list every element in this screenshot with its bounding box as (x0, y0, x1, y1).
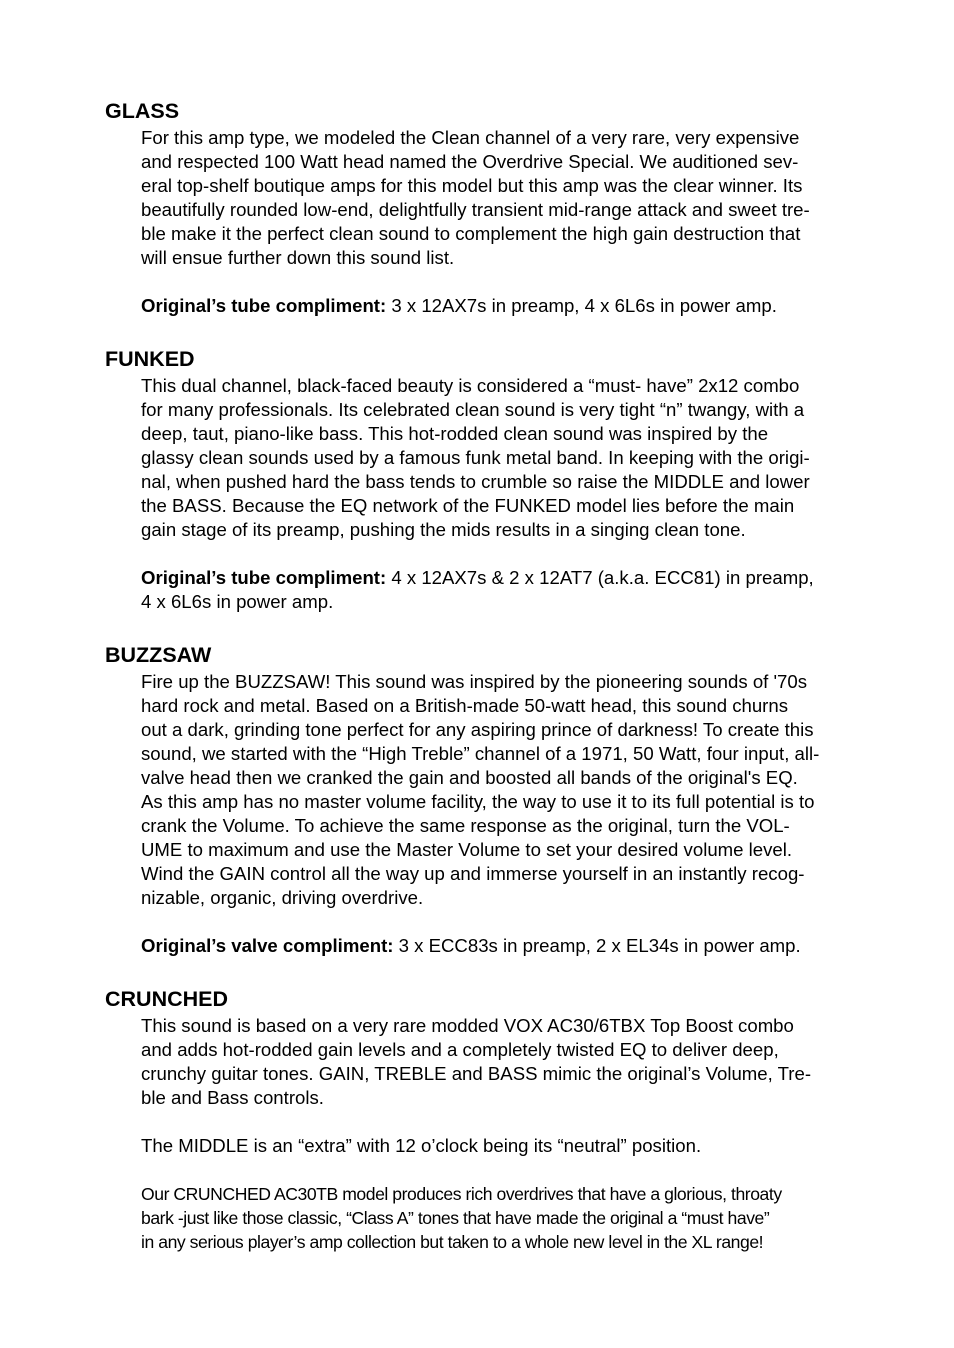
text-line: and respected 100 Watt head named the Overdrive Special. We auditioned sev- (141, 151, 799, 172)
text-line: ble make it the perfect clean sound to complement the high gain destruction that (141, 223, 801, 244)
text-line: for many professionals. Its celebrated clean sound is very tight “n” twangy, with a (141, 399, 805, 420)
text-line: The MIDDLE is an “extra” with 12 o’clock being its “neutral” position. (141, 1135, 702, 1156)
tube-compliment-line (141, 294, 777, 318)
tube-compliment-label: Original’s tube compliment: (141, 295, 387, 316)
text-line: ble and Bass controls. (141, 1087, 324, 1108)
text-line: beautifully rounded low-end, delightfully transient mid-range attack and sweet tre- (141, 199, 810, 220)
section-heading: CRUNCHED (105, 987, 229, 1011)
text-line: This dual channel, black-faced beauty is considered a “must- have” 2x12 combo (141, 375, 800, 396)
text-line: Fire up the BUZZSAW! This sound was inspired by the pioneering sounds of '70s (141, 671, 808, 692)
valve-compliment-value: 3 x ECC83s in preamp, 2 x EL34s in power amp. (393, 935, 801, 956)
text-line: valve head then we cranked the gain and boosted all bands of the original's EQ. (141, 767, 798, 788)
text-line: out a dark, grinding tone perfect for any aspiring prince of darkness! To create this (141, 719, 814, 740)
valve-compliment-line (141, 934, 801, 958)
section-heading: BUZZSAW (105, 643, 212, 667)
text-line: glassy clean sounds used by a famous funk metal band. In keeping with the origi- (141, 447, 810, 468)
text-line: As this amp has no master volume facility, the way to use it to its full potential is to (141, 791, 815, 812)
tube-compliment-value: 3 x 12AX7s in preamp, 4 x 6L6s in power amp. (386, 295, 777, 316)
section-heading: GLASS (105, 99, 180, 123)
text-line: bark -just like those classic, “Class A” tones that have made the original a “must have” (141, 1208, 770, 1228)
text-line: gain stage of its preamp, pushing the mids results in a singing clean tone. (141, 519, 746, 540)
text-line: For this amp type, we modeled the Clean channel of a very rare, very expensive (141, 127, 800, 148)
section-heading: FUNKED (105, 347, 195, 371)
text-line: hard rock and metal. Based on a British-made 50-watt head, this sound churns (141, 695, 789, 716)
text-line: the BASS. Because the EQ network of the FUNKED model lies before the main (141, 495, 795, 516)
text-line: and adds hot-rodded gain levels and a completely twisted EQ to deliver deep, (141, 1039, 779, 1060)
text-line: will ensue further down this sound list. (141, 247, 455, 268)
text-line: crunchy guitar tones. GAIN, TREBLE and BASS mimic the original’s Volume, Tre- (141, 1063, 812, 1084)
text-line: UME to maximum and use the Master Volume to set your desired volume level. (141, 839, 793, 860)
tube-compliment-label: Original’s tube compliment: (141, 567, 387, 588)
text-line: This sound is based on a very rare modded VOX AC30/6TBX Top Boost combo (141, 1015, 794, 1036)
tube-compliment-value: 4 x 12AX7s & 2 x 12AT7 (a.k.a. ECC81) in preamp, (386, 567, 814, 588)
text-line: Wind the GAIN control all the way up and immerse yourself in an instantly recog- (141, 863, 805, 884)
text-line: nal, when pushed hard the bass tends to crumble so raise the MIDDLE and lower (141, 471, 810, 492)
text-line: Our CRUNCHED AC30TB model produces rich overdrives that have a glorious, throaty (141, 1184, 782, 1204)
text-line: crank the Volume. To achieve the same response as the original, turn the VOL- (141, 815, 790, 836)
text-line: nizable, organic, driving overdrive. (141, 887, 424, 908)
text-line: sound, we started with the “High Treble” channel of a 1971, 50 Watt, four input, all- (141, 743, 820, 764)
text-line: 4 x 6L6s in power amp. (141, 591, 334, 612)
text-line: eral top-shelf boutique amps for this model but this amp was the clear winner. Its (141, 175, 803, 196)
text-line: in any serious player’s amp collection but taken to a whole new level in the XL range! (141, 1232, 764, 1252)
valve-compliment-label: Original’s valve compliment: (141, 935, 394, 956)
text-line: deep, taut, piano-like bass. This hot-rodded clean sound was inspired by the (141, 423, 769, 444)
tube-compliment-line (141, 566, 814, 590)
